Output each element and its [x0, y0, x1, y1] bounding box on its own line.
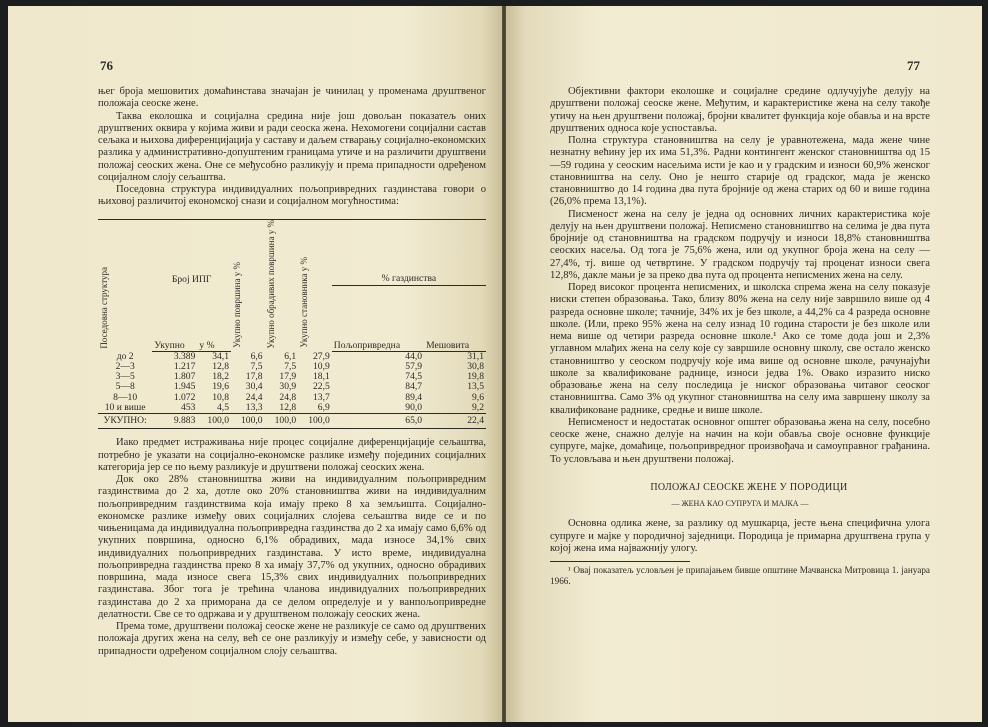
table-cell: 13,3 [245, 401, 263, 413]
table-cell: 9,2 [472, 401, 484, 413]
table-cell: 13,5 [467, 381, 484, 393]
table-cell: 74,5 [405, 371, 423, 383]
table-cell: 9,6 [472, 391, 484, 403]
table-cell: 100,0 [298, 414, 332, 429]
table-cell: 1.945 [173, 381, 196, 393]
table-cell: 65,0 [332, 414, 424, 429]
table-cell: 27,9 [312, 350, 330, 362]
col-header-ipg-total: Укупно [152, 285, 197, 351]
table-cell: 30,4 [245, 381, 263, 393]
table-cell: 17,8 [245, 371, 263, 383]
paragraph: Иако предмет истраживања није процес социјалне диференцијације сељаштва, потребно је указати на социјално-економске разлике између појединих социјалних категорија јер се по њему разликује и друштвени положај сеоских жена. [98, 437, 486, 473]
right-page-body [550, 86, 930, 587]
table-cell: 34,1 [212, 350, 229, 362]
table-cell: 1.072 [173, 391, 196, 403]
table-cell: до 2 [116, 350, 134, 362]
table-cell: 12,8 [279, 401, 297, 413]
paragraph: Објективни фактори еколошке и социјалне средине одлучујуће делују на друштвени положај сеоске жене. Међутим, и карактеристике жена на селу такође утичу на њен друштвени положај, бројни квалитет функција које обавља и на врсте друштвених односа које успоставља. [550, 86, 930, 134]
col-header-ipg: Број ИПГ [152, 219, 231, 285]
table-cell: 6,1 [284, 350, 297, 362]
left-page [8, 6, 502, 722]
table-cell: 7,5 [250, 361, 263, 373]
col-header-ownership: Поседовна структура [99, 266, 109, 349]
table-cell: 9.883 [152, 414, 197, 429]
table-cell: 57,9 [405, 361, 423, 373]
table-cell: 13,7 [312, 391, 330, 403]
table-cell: 24,8 [279, 391, 297, 403]
table-cell: 1.217 [173, 361, 196, 373]
paragraph: Основна одлика жене, за разлику од мушкарца, јесте њена специфична улога супруге и мајке у породичној заједници. Породица је примарна друштвена група у којој жена има најважнију улогу. [550, 518, 930, 554]
table-total-row [98, 414, 486, 429]
table-cell: 7,5 [284, 361, 297, 373]
paragraph: Полна структура становништва на селу је уравнотежена, мада жене чине незнатну већину јер их има 51,3%. Радни контингент женског становништва од 15—59 година у сеоским насељима исти је као и у градским и износи 60,9% женског становништва на селу. Оно је нешто старије од градског, мада је женско становништво до 14 година два пута бројније од жена старих од 60 и више година (26,0% према 13,1%). [550, 135, 930, 208]
table-cell: 100,0 [197, 414, 231, 429]
paragraph: њег броја мешовитих домаћинстава значајан је чинилац у променама друштвеног положаја сеоске жене. [98, 86, 486, 110]
col-header-ipg-pct: у % [197, 285, 231, 351]
table-cell: 6,6 [250, 350, 263, 362]
paragraph: Према томе, друштвени положај сеоске жене не разликује се само од друштвених положаја других жена на селу, већ се оне разликују и између себе, у зависности од припадности одређеном социјалном слоју сељаштва. [98, 621, 486, 657]
table-cell: 30,8 [467, 361, 484, 373]
right-page [506, 6, 982, 722]
section-title: ПОЛОЖАЈ СЕОСКЕ ЖЕНЕ У ПОРОДИЦИ [650, 481, 848, 493]
table-cell: 100,0 [265, 414, 299, 429]
table-cell: 5—8 [115, 381, 135, 393]
table-cell: 31,1 [467, 350, 484, 362]
table-cell: 453 [181, 401, 196, 413]
paragraph: Док око 28% становништва живи на индивидуалним пољопривредним газдинствима до 2 ха, дотле око 20% становништва живи на индивидуалним пољопривредним газдинствима која имају преко 8 ха земљишта. Социјално-економске разлике између ових социјалних слојева сељаштва виде се и по чињеницама да индивидуална пољопривредна газдинства до 2 ха имају само 6,6% од укупних површина, односно 6,1% обрадивих, мада износе 34,1% свих индивидуалних пољопривредних газдинстава. У исто време, индивидуална пољопривредна газдинства преко 8 ха имају 37,7% од укупних, односно обрадивих површина, мада износе свега 15,3% свих индивидуалних пољопривредних газдинстава. Због тога је трећина чланова индивидуалних пољопривредних газдинстава до 2 ха приморана да се делом определује и у ванпољопривредне делатности. Све се то одржава и у друштвеном положају сеоских жена. [98, 474, 486, 620]
table-cell: 90,0 [405, 401, 423, 413]
table-cell: 12,8 [212, 361, 229, 373]
table-cell: 3.389 [173, 350, 196, 362]
table-cell: 30,9 [279, 381, 297, 393]
table-cell: 6,9 [317, 401, 330, 413]
table-cell: 3—5 [115, 371, 135, 383]
col-header-mixed: Мешовита [424, 285, 486, 351]
paragraph: Писменост жена на селу је једна од основних личних карактеристика које делују на њен друштвени положај. Неписмено становништво на селима је два пута бројније од становништва на градском подручју и износи 18,8% становништва сеоских насеља. Од тога је 75,6% жена, или од укупног броја жена на селу — 27,4%, тј. више од четвртине. У градском подручју тај проценат износи свега 12,8%, дакле мањи је за преко два пута од процента неписмених жена на селу. [550, 208, 930, 281]
table-cell: 10,9 [312, 361, 330, 373]
paragraph: Неписменост и недостатак основног општег образовања жена на селу, посебно сеоске жене, снажно делује на начин на који обавља своје основне функције супруге, мајке, домаћице, пољопривредног произвођача и самоуправног грађанина. То условљава и њен друштвени положај. [550, 416, 930, 465]
paragraph: Таква еколошка и социјална средина није још довољан показатељ оних друштвених оквира у којима живи и ради сеоска жена. Нехомогени социјални састав сељака и њихова диференцијација у саставу и даљем стварању социјално-економских разлика у административно-допуштеним границама утиче и на различити друштвени положај сеоских жена. Оне се међусобно разликују и према припадности одређеном социјалном слоју сељаштва. [98, 110, 486, 183]
table-cell: 44,0 [405, 350, 423, 362]
table-cell: 22,5 [312, 381, 330, 393]
table-cell: 100,0 [231, 414, 265, 429]
table-row [98, 403, 486, 414]
table-cell: 10,8 [212, 391, 229, 403]
footnote: ¹ Овај показатељ условљен је припајањем бивше општине Мачванска Митровица 1. јануара 1966. [550, 565, 930, 586]
table-cell: 84,7 [405, 381, 423, 393]
table-cell: 1.807 [173, 371, 196, 383]
section-subtitle: — ЖЕНА КАО СУПРУГА И МАЈКА — [671, 499, 809, 508]
table-cell: 8—10 [113, 391, 138, 403]
table-cell: 89,4 [405, 391, 423, 403]
col-header-population: Укупно становника у % [299, 257, 310, 349]
footnote-rule [550, 561, 690, 562]
page-number-right: 77 [907, 58, 920, 73]
table-cell: 19,6 [212, 381, 229, 393]
col-header-households: % газдинства [332, 219, 486, 285]
table-cell: 18,1 [312, 371, 330, 383]
page-number-left: 76 [100, 58, 113, 73]
table-cell: 17,9 [279, 371, 297, 383]
table-cell: 19,8 [467, 371, 484, 383]
table-cell: 22,4 [424, 414, 486, 429]
col-header-agri: Пољопривредна [332, 285, 424, 351]
table-cell: УКУПНО: [98, 414, 152, 429]
table-cell: 2—3 [115, 361, 135, 373]
land-ownership-table [98, 219, 486, 430]
table-cell: 24,4 [245, 391, 263, 403]
table-cell: 10 и више [104, 401, 146, 413]
paragraph: Поседовна структура индивидуалних пољопривредних газдинстава говори о њиховој различитој економској снази и социјалном могућностима: [98, 184, 486, 208]
table-cell: 18,2 [212, 371, 229, 383]
table-cell: 4,5 [217, 401, 229, 413]
paragraph: Поред високог процента неписмених, и школска спрема жена на селу показује ниски степен образовања. Тако, близу 80% жена на селу није завршило више од 4 разреда основне школе; тачније, 34% их је без школе, а 44,2% са 4 разреда основне школе. (Или, преко 95% жена на селу изнад 10 година старости је без школе или нема више од четири разреда основне школе.¹ Ако се томе дода још и 2,3% углавном млађих жена на селу које су завршиле основну школу, све остало женско становништво у сеоском подручју које има више од основне школе, рачунајући школе за квалификоване раднице, износи једва 1%. Овако изразито ниско образовање жена на селу последица је ниског образовања читавог сеоског становништва. Само 3% од укупног становништва на селу има завршену школу за квалификоване раднике, средње и више школе. [550, 282, 930, 416]
left-page-body [98, 86, 486, 658]
col-header-arable: Укупно обрадивих површина у % [265, 219, 276, 349]
col-header-area: Укупно површина у % [232, 262, 242, 349]
